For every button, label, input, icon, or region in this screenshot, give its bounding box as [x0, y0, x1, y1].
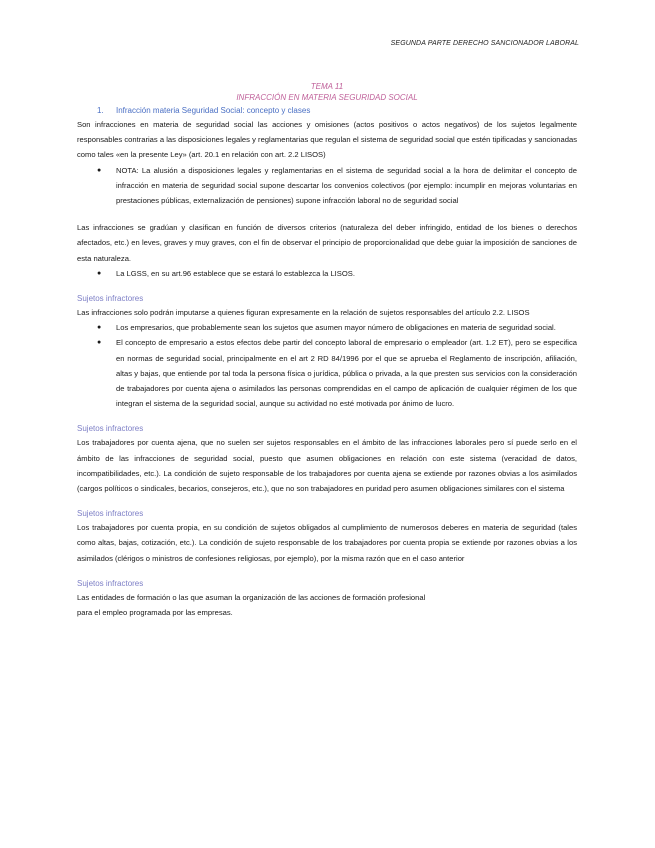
list-item: [77, 163, 577, 209]
list-item-text: El concepto de empresario a estos efectos debe partir del concepto laboral de empresario o empleador (art. 1.2 ET), pero se especifica en normas de seguridad social, principalmente en el art 2 RD 84/1996 por el que se aprueba el Reglamento de inscripción, afiliación, altas y bajas, que entiende por tal toda la persona física o jurídica, pública o privada, a la que presten sus servicios con la consideración de trabajadores por cuenta ajena o asimilados las personas comprendidas en el campo de aplicación de cualquier régimen de los que integran el sistema de la seguridad social, aunque su actividad no esté motivada por ánimo de lucro.: [116, 338, 577, 409]
bullet-icon: ●: [97, 339, 102, 347]
list-item: [77, 335, 577, 411]
lgss-list: [77, 266, 577, 281]
subsection-heading: Sujetos infractores: [77, 294, 144, 304]
spacer: [77, 566, 577, 575]
bullet-icon: ●: [97, 166, 102, 174]
employees-paragraph: Los trabajadores por cuenta ajena, que no suelen ser sujetos responsables en el ámbito de las infracciones laborales pero sí puede serlo en el ámbito de las infracciones de seguridad social, puesto que asumen obligaciones en relación con este sistema (veracidad de datos, incompatibilidades, etc.). La condición de sujeto responsable de los trabajadores por cuenta ajena se extiende por razones obvias a los asimilados (cargos políticos o sindicales, becarios, consejeros, etc.), que no son trabajadores en puridad pero asumen obligaciones similares con el sistema: [77, 438, 577, 494]
section-number: 1.: [97, 106, 104, 115]
subjects-paragraph: Las infracciones solo podrán imputarse a quienes figuran expresamente en la relación de sujetos responsables del artículo 2.2. LISOS: [77, 308, 530, 318]
employers-list: [77, 320, 577, 411]
note-list: [77, 163, 577, 209]
chapter-subtitle: INFRACCIÓN EN MATERIA SEGURIDAD SOCIAL: [236, 93, 418, 102]
chapter-title: TEMA 11: [310, 82, 344, 91]
training-line-2: para el empleo programada por las empresas.: [77, 608, 233, 618]
self-employed-paragraph: Los trabajadores por cuenta propia, en su condición de sujetos obligados al cumplimiento de numerosos deberes en materia de seguridad (tales como altas, bajas, cotización, etc.). La condición de sujeto responsable de los trabajadores por cuenta propia se extiende por razones obvias a los asimilados (clérigos o ministros de confesiones religiosas, por ejemplo), por la misma razón que en el caso anterior: [77, 523, 577, 563]
subsection-heading: Sujetos infractores: [77, 424, 144, 434]
bullet-icon: ●: [97, 324, 102, 332]
list-item-text: Los empresarios, que probablemente sean los sujetos que asumen mayor número de obligaciones en materia de seguridad social.: [116, 323, 556, 333]
section-heading: [77, 105, 577, 117]
subsection-heading: Sujetos infractores: [77, 509, 144, 519]
classification-paragraph: Las infracciones se gradúan y clasifican en función de diversos criterios (naturaleza del deber infringido, entidad de los bienes o derechos afectados, etc.) en leves, graves y muy graves, con el fin de observar el principio de proporcionalidad que debe guiar la imposición de sanciones de esta naturaleza.: [77, 223, 577, 263]
spacer: [77, 281, 577, 290]
lgss-text: La LGSS, en su art.96 establece que se estará lo establezca la LISOS.: [116, 268, 355, 278]
bullet-icon: ●: [97, 269, 102, 277]
list-item: [77, 320, 577, 335]
note-text: NOTA: La alusión a disposiciones legales y reglamentarias en el sistema de seguridad social a la hora de delimitar el concepto de infracción en materia de seguridad social supone descartar los convenios colectivos (por ejemplo: incumplir en mejoras voluntarias en prestaciones públicas, externalización de pensiones) supone infracción laboral no de seguridad social: [116, 165, 577, 206]
spacer: [77, 208, 577, 220]
section-heading-text: Infracción materia Seguridad Social: concepto y clases: [116, 106, 311, 115]
definition-paragraph: Son infracciones en materia de seguridad social las acciones y omisiones (actos positivos o actos negativos) de los sujetos legalmente responsables contrarias a las disposiciones legales y reglamentarias que regulan el sistema de seguridad social que estén tipificadas y sancionadas como tales «en la presente Ley» (art. 20.1 en relación con art. 2.2 LISOS): [77, 120, 577, 160]
document-body: [77, 81, 577, 620]
training-line-1: Las entidades de formación o las que asuman la organización de las acciones de formación profesional: [77, 592, 426, 602]
list-item: [77, 266, 577, 281]
spacer: [77, 496, 577, 505]
running-header: SEGUNDA PARTE DERECHO SANCIONADOR LABORAL: [390, 40, 579, 47]
subsection-heading: Sujetos infractores: [77, 578, 144, 588]
spacer: [77, 411, 577, 420]
